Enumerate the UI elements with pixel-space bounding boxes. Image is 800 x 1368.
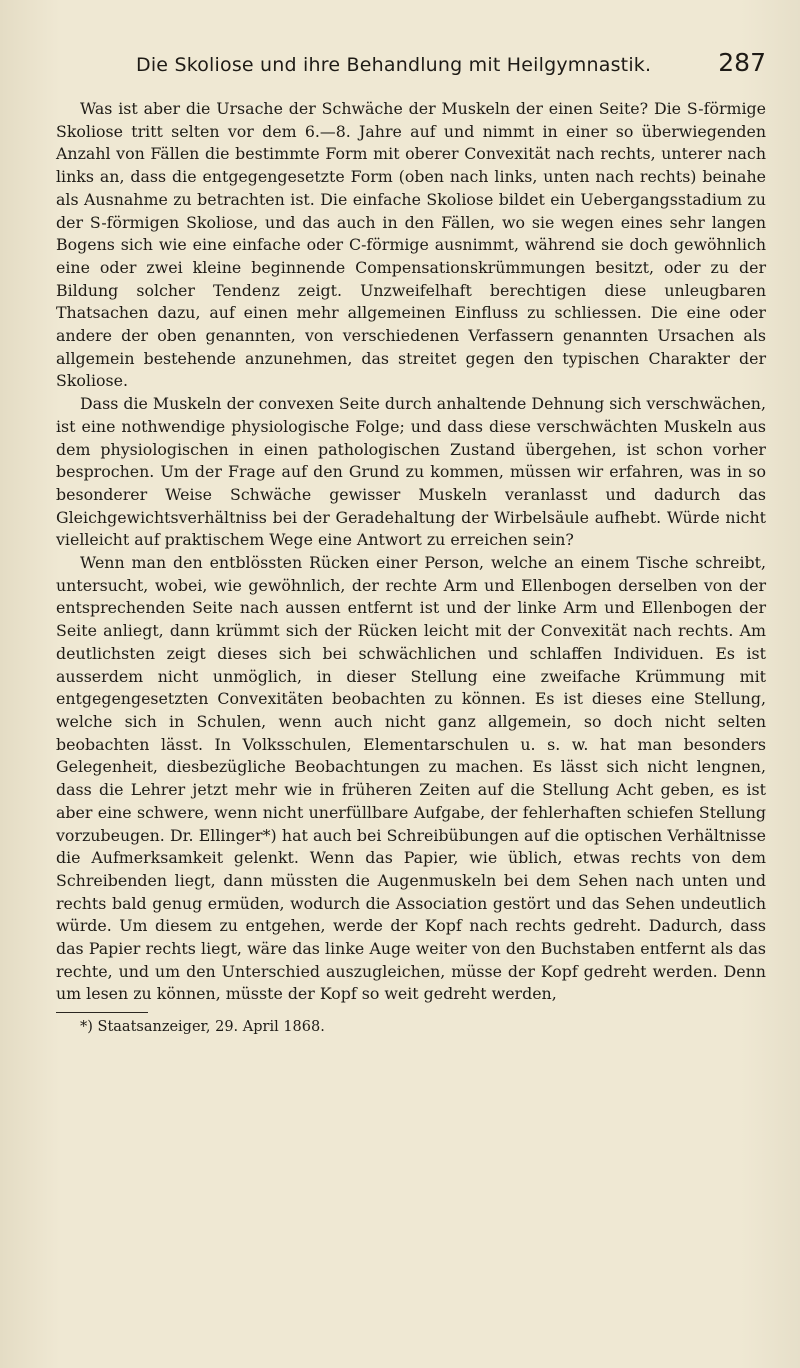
paragraph: Wenn man den entblössten Rücken einer Person, welche an einem Tische schreibt, untersucht, wobei, wie gewöhnlich, der rechte Arm und Ellenbogen derselben von der entsprechenden Seite nach aussen entfernt ist und der linke Arm und Ellenbogen der Seite anliegt, dann krümmt sich der Rücken leicht mit der Convexität nach rechts. Am deutlichsten zeigt dieses sich bei schwächlichen und schlaffen Individuen. Es ist ausserdem nicht unmöglich, in dieser Stellung eine zweifache Krümmung mit entgegengesetzten Convexitäten beobachten zu können. Es ist dieses eine Stellung, welche sich in Schulen, wenn auch nicht ganz allgemein, so doch nicht selten beobachten lässt. In Volksschulen, Elementarschulen u. s. w. hat man besonders Gelegenheit, diesbezügliche Beobachtungen zu machen. Es lässt sich nicht lengnen, dass die Lehrer jetzt mehr wie in früheren Zeiten auf die Stellung Acht geben, es ist aber eine schwere, wenn nicht unerfüllbare Aufgabe, der fehlerhaften schiefen Stellung vorzubeugen. Dr. Ellinger*) hat auch bei Schreibübungen auf die optischen Verhältnisse die Aufmerksamkeit gelenkt. Wenn das Papier, wie üblich, etwas rechts von dem Schreibenden liegt, dann müssten die Augenmuskeln bei dem Sehen nach unten und rechts bald genug ermüden, wodurch die Association gestört und das Sehen undeutlich würde. Um diesem zu entgehen, werde der Kopf nach rechts gedreht. Dadurch, dass das Papier rechts liegt, wäre das linke Auge weiter von den Buchstaben entfernt als das rechte, und um den Unterschied auszugleichen, müsse der Kopf gedreht werden. Denn um lesen zu können, müsste der Kopf so weit gedreht werden, (56, 553, 766, 1004)
footnote: *) Staatsanzeiger, 29. April 1868. (80, 1019, 325, 1036)
running-head (56, 48, 766, 88)
body-text (56, 98, 766, 1006)
paragraph: Dass die Muskeln der convexen Seite durch anhaltende Dehnung sich verschwächen, ist eine nothwendige physiologische Folge; und dass diese verschwächten Muskeln aus dem physiologischen in einen pathologischen Zustand übergehen, ist schon vorher besprochen. Um der Frage auf den Grund zu kommen, müssen wir erfahren, was in so besonderer Weise Schwäche gewisser Muskeln veranlasst und dadurch das Gleichgewichtsverhältniss bei der Geradehaltung der Wirbelsäule aufhebt. Würde nicht vielleicht auf praktischem Wege eine Antwort zu erreichen sein? (56, 394, 766, 550)
running-head-title: Die Skoliose und ihre Behandlung mit Heilgymnastik. (136, 54, 652, 76)
page-number: 287 (718, 48, 766, 77)
footnote-divider (56, 1012, 148, 1013)
paragraph: Was ist aber die Ursache der Schwäche der Muskeln der einen Seite? Die S-förmige Skoliose tritt selten vor dem 6.—8. Jahre auf und nimmt in einer so überwiegenden Anzahl von Fällen die bestimmte Form mit oberer Convexität nach rechts, unterer nach links an, dass die entgegengesetzte Form (oben nach links, unten nach rechts) beinahe als Ausnahme zu betrachten ist. Die einfache Skoliose bildet ein Uebergangsstadium zu der S-förmigen Skoliose, und das auch in den Fällen, wo sie wegen eines sehr langen Bogens sich wie eine einfache oder C-förmige ausnimmt, während sie doch gewöhnlich eine oder zwei kleine beginnende Compensationskrümmungen besitzt, oder zu der Bildung solcher Tendenz zeigt. Unzweifelhaft berechtigen diese unleugbaren Thatsachen dazu, auf einen mehr allgemeinen Einfluss zu schliessen. Die eine oder andere der oben genannten, von verschiedenen Verfassern genannten Ursachen als allgemein bestehende anzunehmen, das streitet gegen den typischen Charakter der Skoliose. (56, 99, 766, 391)
